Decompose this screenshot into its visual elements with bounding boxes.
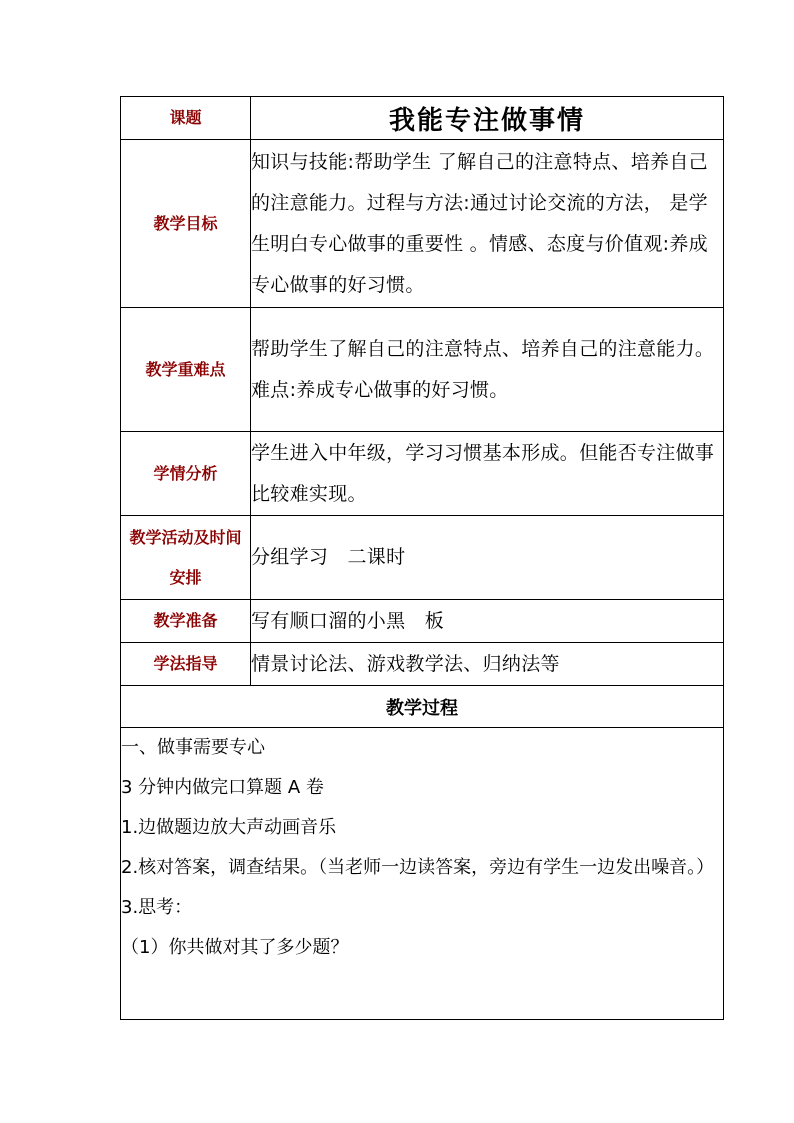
analysis-label: 学情分析 — [121, 432, 251, 516]
key-points-value — [251, 308, 724, 432]
row-process-body — [121, 728, 724, 1020]
key-points-line-1: 帮助学生了解自己的注意特点、培养自己的注意能力。 — [251, 337, 715, 360]
row-key-points — [121, 308, 724, 432]
objectives-value: 知识与技能:帮助学生 了解自己的注意特点、培养自己的注意能力。过程与方法:通过讨论交流的方法， 是学生明白专心做事的重要性 。情感、态度与价值观:养成专心做事的好习惯。 — [251, 140, 724, 308]
row-method — [121, 643, 724, 686]
process-line: 3.思考： — [121, 897, 193, 918]
topic-label: 课题 — [121, 97, 251, 140]
key-points-line-2: 难点:养成专心做事的好习惯。 — [251, 378, 509, 401]
lesson-title: 我能专注做事情 — [251, 97, 724, 140]
lesson-plan-table — [120, 96, 724, 1020]
process-line: 2.核对答案，调查结果。（当老师一边读答案，旁边有学生一边发出噪音。） — [121, 857, 715, 878]
method-label: 学法指导 — [121, 643, 251, 686]
objectives-label: 教学目标 — [121, 140, 251, 308]
row-activities — [121, 516, 724, 600]
row-preparation — [121, 600, 724, 643]
process-heading: 教学过程 — [121, 686, 724, 728]
method-value: 情景讨论法、游戏教学法、归纳法等 — [251, 643, 724, 686]
analysis-value: 学生进入中年级，学习习惯基本形成。但能否专注做事比较难实现。 — [251, 432, 724, 516]
key-points-label: 教学重难点 — [121, 308, 251, 432]
process-line: 一、做事需要专心 — [121, 737, 265, 758]
preparation-value: 写有顺口溜的小黑 板 — [251, 600, 724, 643]
process-line: 1.边做题边放大声动画音乐 — [121, 817, 337, 838]
row-analysis — [121, 432, 724, 516]
preparation-label: 教学准备 — [121, 600, 251, 643]
activities-value: 分组学习 二课时 — [251, 516, 724, 600]
row-process-heading — [121, 686, 724, 728]
process-line: （1）你共做对其了多少题？ — [121, 937, 349, 958]
process-body — [121, 728, 724, 1020]
process-line: 3 分钟内做完口算题 A 卷 — [121, 777, 324, 798]
activities-label: 教学活动及时间安排 — [121, 516, 251, 600]
row-topic — [121, 97, 724, 140]
row-objectives — [121, 140, 724, 308]
